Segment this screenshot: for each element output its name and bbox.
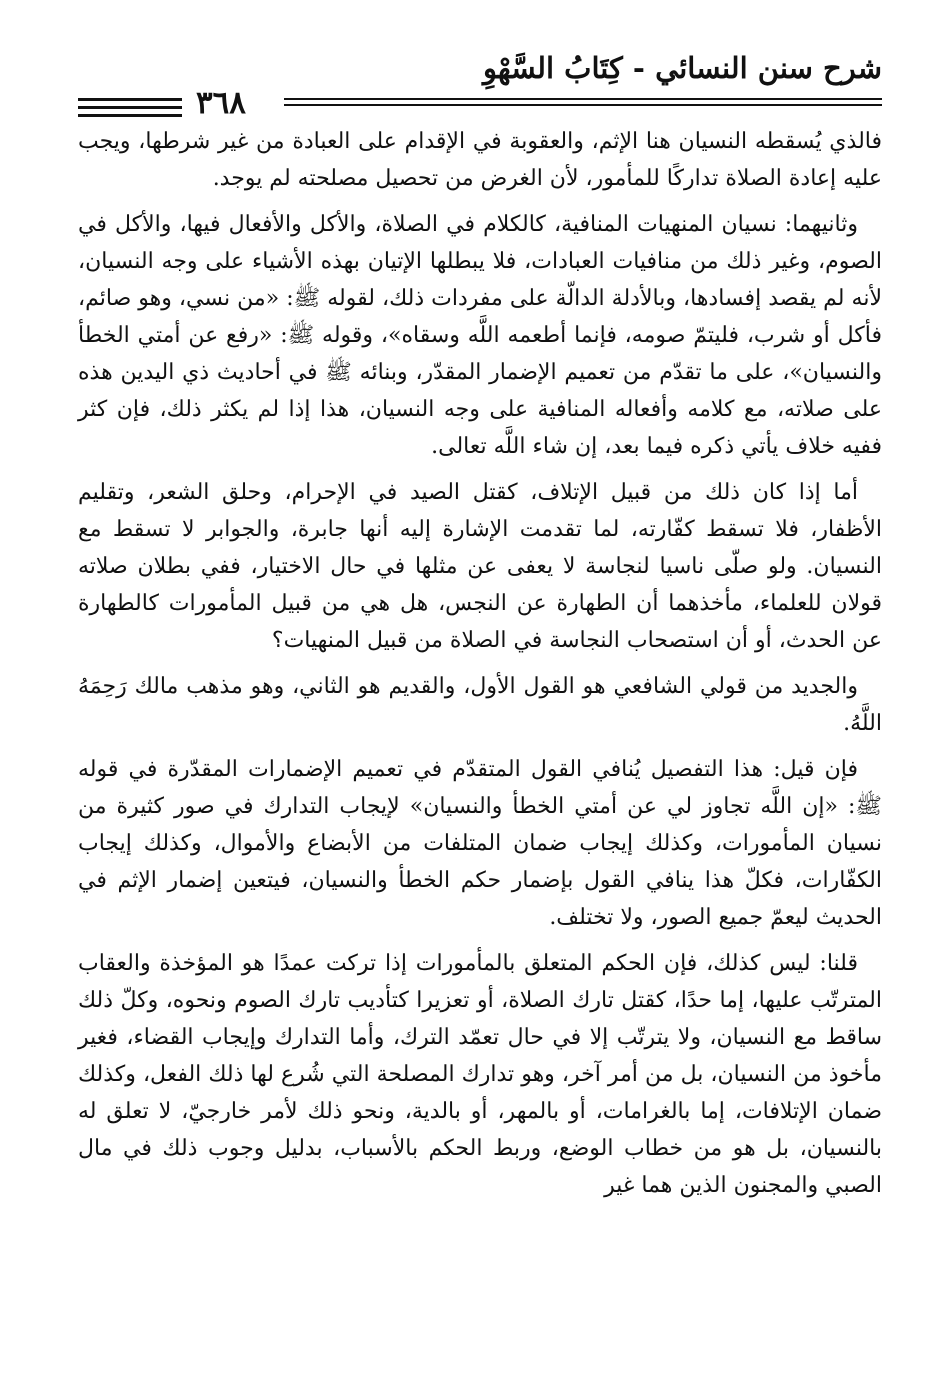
page-title: شرح سنن النسائي - كِتَابُ السَّهْوِ <box>482 51 882 85</box>
header-rule-left-middle <box>78 106 182 109</box>
running-header <box>78 51 882 121</box>
paragraph: فإن قيل: هذا التفصيل يُنافي القول المتقدّم في تعميم الإضمارات المقدّرة في قوله ﷺ: «إن اللَّه تجاوز لي عن أمتي الخطأ والنسيان» لإيجاب التدارك في صور كثيرة من نسيان المأمورات، وكذلك إيجاب ضمان المتلفات من الأبضاع والأموال، وكذلك إيجاب الكفّارات، فكلّ هذا ينافي القول بإضمار حكم الخطأ والنسيان، فيتعين إضمار الإثم في الحديث ليعمّ جميع الصور، ولا تختلف. <box>78 757 882 930</box>
page-content <box>78 123 882 1204</box>
header-rule-left-top <box>78 98 182 101</box>
paragraph: والجديد من قولي الشافعي هو القول الأول، والقديم هو الثاني، وهو مذهب مالك رَحِمَهُ اللَّهُ. <box>78 674 882 736</box>
paragraph: فالذي يُسقطه النسيان هنا الإثم، والعقوبة في الإقدام على العبادة من غير شرطها، ويجب عليه إعادة الصلاة تداركًا للمأمور، لأن الغرض من تحصيل مصلحته لم يوجد. <box>78 129 882 191</box>
header-rule-main <box>284 98 882 106</box>
paragraph: قلنا: ليس كذلك، فإن الحكم المتعلق بالمأمورات إذا تركت عمدًا هو المؤخذة والعقاب المترتّب عليها، إما حدًا، كقتل تارك الصلاة، أو تعزيرا كتأديب تارك الصوم ونحوه، وكلّ ذلك ساقط مع النسيان، ولا يترتّب إلا في حال تعمّد الترك، وأما التدارك وإيجاب القضاء، فغير مأخوذ من النسيان، بل من أمر آخر، وهو تدارك المصلحة التي شُرع لها ذلك الفعل، وكذلك ضمان الإتلافات، إما بالغرامات، أو بالمهر، أو بالدية، ونحو ذلك لأمر خارجيّ، لا تعلق له بالنسيان، بل هو من خطاب الوضع، وربط الحكم بالأسباب، بدليل وجوب ذلك في مال الصبي والمجنون الذين هما غير <box>78 951 882 1198</box>
page-number: ٣٦٨ <box>196 85 246 121</box>
header-rule-left-bottom <box>78 114 182 117</box>
paragraph: أما إذا كان ذلك من قبيل الإتلاف، كقتل الصيد في الإحرام، وحلق الشعر، وتقليم الأظفار، فلا تسقط كفّارته، لما تقدمت الإشارة إليه أنها جابرة، والجوابر لا تسقط مع النسيان. ولو صلّى ناسيا لنجاسة لا يعفى عن مثلها في حال الاختيار، ففي بطلان صلاته قولان للعلماء، مأخذهما أن الطهارة عن النجس، هل هي من قبيل المأمورات كالطهارة عن الحدث، أو أن استصحاب النجاسة في الصلاة من قبيل المنهيات؟ <box>78 480 882 653</box>
paragraph: وثانيهما: نسيان المنهيات المنافية، كالكلام في الصلاة، والأكل والأفعال فيها، والأكل في الصوم، وغير ذلك من منافيات العبادات، فلا يبطلها الإتيان بهذه الأشياء على وجه النسيان، لأنه لم يقصد إفسادها، وبالأدلة الدالّة على مفردات ذلك، لقوله ﷺ: «من نسي، وهو صائم، فأكل أو شرب، فليتمّ صومه، فإنما أطعمه اللَّه وسقاه»، وقوله ﷺ: «رفع عن أمتي الخطأ والنسيان»، على ما تقدّم من تعميم الإضمار المقدّر، وبنائه ﷺ في أحاديث ذي اليدين هذه على صلاته، مع كلامه وأفعاله المنافية على وجه النسيان، هذا إذا لم يكثر ذلك، فإن كثر ففيه خلاف يأتي ذكره فيما بعد، إن شاء اللَّه تعالى. <box>78 212 882 459</box>
